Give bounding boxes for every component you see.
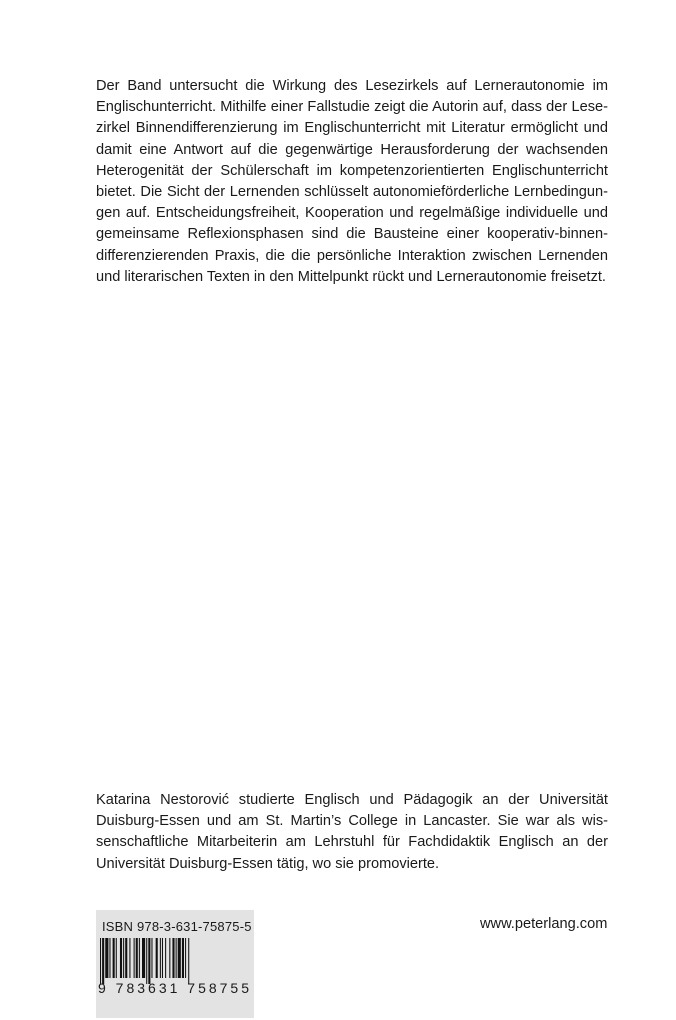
description-line: zirkel Binnendifferenzierung im Englischunterricht mit Literatur ermöglicht und — [96, 120, 608, 137]
description-line: Der Band untersucht die Wirkung des Lesezirkels auf Lernerautonomie im — [96, 78, 608, 94]
author-bio-line: Katarina Nestorović studierte Englisch und Pädagogik an der Universität — [96, 792, 608, 808]
barcode-bar — [109, 938, 110, 978]
barcode-bar — [125, 938, 127, 978]
author-bio — [96, 790, 608, 875]
barcode-bar — [151, 938, 152, 978]
barcode-bar — [182, 938, 184, 978]
barcode-bar — [185, 938, 186, 978]
barcode-bar — [105, 938, 108, 978]
publisher-website[interactable]: www.peterlang.com — [480, 916, 608, 932]
barcode-digits: 9 783631 758755 — [98, 980, 252, 996]
barcode-bar — [188, 938, 189, 984]
barcode-bar — [129, 938, 130, 978]
barcode-bar — [169, 938, 170, 978]
barcode-bar — [156, 938, 158, 978]
barcode-bar — [116, 938, 117, 978]
barcode-bar — [100, 938, 101, 984]
barcode-bar — [102, 938, 104, 984]
barcode-bar — [146, 938, 147, 984]
author-bio-line: Duisburg-Essen und am St. Martin’s College in Lancaster. Sie war als wis- — [96, 813, 608, 830]
author-bio-line: senschaftliche Mitarbeiterin am Lehrstuhl für Fachdidaktik Englisch an der — [96, 834, 608, 851]
isbn-label: ISBN 978-3-631-75875-5 — [102, 919, 252, 934]
barcode-bar — [148, 938, 150, 984]
barcode-bar — [178, 938, 181, 978]
barcode-bar — [134, 938, 135, 978]
barcode-bar — [176, 938, 177, 978]
barcode-bar — [136, 938, 138, 978]
description-line: Heterogenität der Schülerschaft im kompetenzorientierten Englischunterricht — [96, 162, 608, 179]
barcode-bar — [142, 938, 145, 978]
description-line: gemeinsame Reflexionsphasen sind die Bausteine einer kooperativ-binnen- — [96, 226, 608, 243]
barcode-bar — [139, 938, 140, 978]
description-line: gen auf. Entscheidungsfreiheit, Kooperation und regelmäßige individuelle und — [96, 205, 608, 222]
barcode-bar — [123, 938, 124, 978]
book-description — [96, 76, 608, 288]
barcode-bar — [162, 938, 163, 978]
isbn-barcode-block — [96, 910, 254, 1018]
barcode-bar — [113, 938, 115, 978]
description-line: bietet. Die Sicht der Lernenden schlüsselt autonomieförderliche Lernbedingun- — [96, 184, 608, 201]
author-bio-line: Universität Duisburg-Essen tätig, wo sie promovierte. — [96, 855, 440, 872]
barcode-bar — [120, 938, 122, 978]
barcode-bar — [165, 938, 166, 978]
barcode-bar — [172, 938, 174, 978]
barcode-graphic — [98, 938, 252, 984]
description-line: differenzierenden Praxis, die die persönliche Interaktion zwischen Lernenden — [96, 247, 608, 264]
barcode-bar — [160, 938, 161, 978]
description-line: damit eine Antwort auf die gegenwärtige Herausforderung der wachsenden — [96, 141, 608, 158]
description-line: Englischunterricht. Mithilfe einer Fallstudie zeigt die Autorin auf, dass der Lese- — [96, 99, 608, 116]
description-line: und literarischen Texten in den Mittelpunkt rückt und Lernerautonomie freisetzt. — [96, 268, 606, 285]
